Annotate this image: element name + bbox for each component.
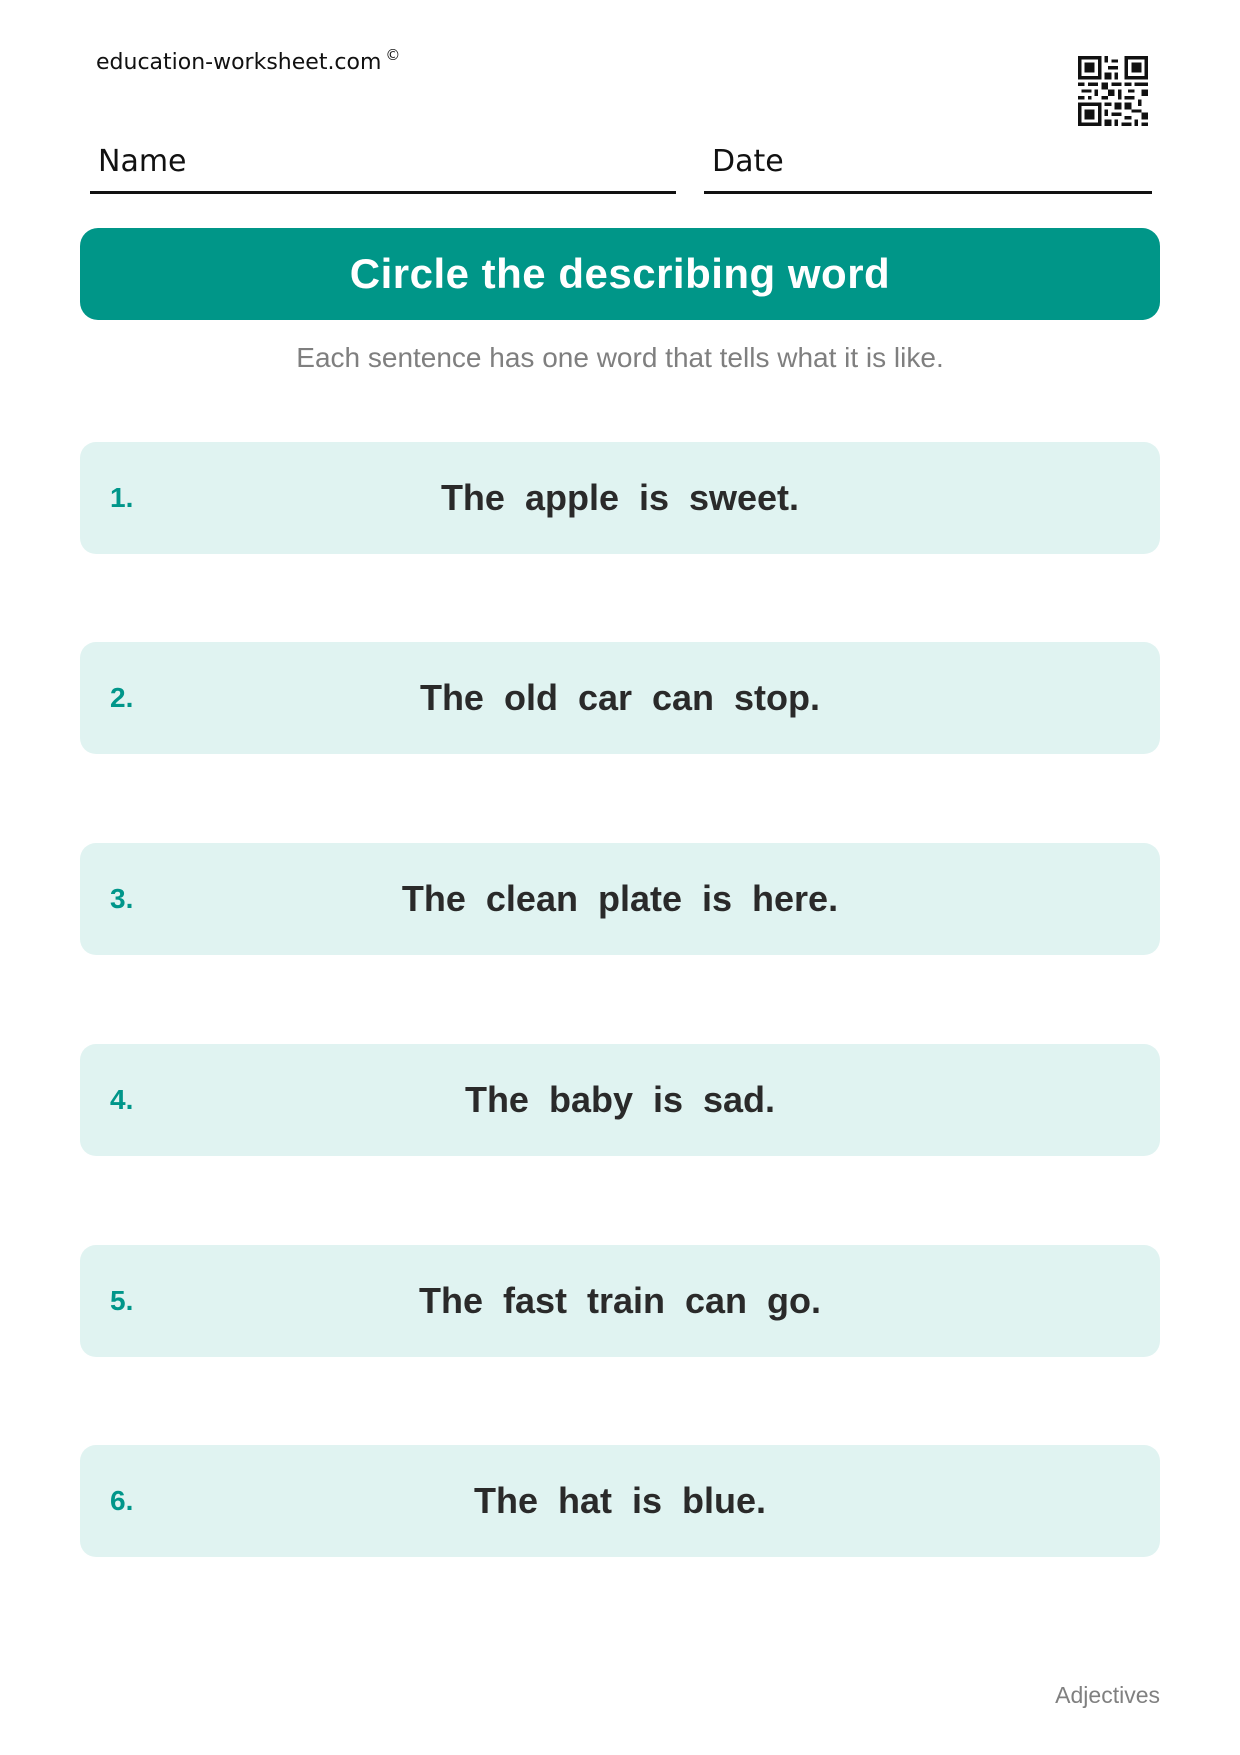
question-number: 2. (110, 682, 134, 713)
question-1 (80, 442, 1160, 554)
question-sentence[interactable]: The fast train can go. (418, 1280, 822, 1321)
question-2 (80, 642, 1160, 754)
question-sentence[interactable]: The old car can stop. (419, 677, 821, 718)
question-number: 6. (110, 1485, 134, 1516)
question-sentence[interactable]: The hat is blue. (473, 1480, 767, 1521)
question-6 (80, 1445, 1160, 1557)
title-banner (80, 228, 1160, 320)
question-3 (80, 843, 1160, 955)
question-sentence[interactable]: The baby is sad. (464, 1079, 776, 1120)
question-sentence[interactable]: The clean plate is here. (401, 878, 839, 919)
copyright-mark: © (385, 46, 401, 64)
qr-code-icon (1078, 56, 1148, 126)
topic-label: Adjectives (1055, 1682, 1160, 1708)
name-label: Name (98, 144, 187, 179)
name-field[interactable] (90, 142, 676, 194)
question-sentence[interactable]: The apple is sweet. (440, 477, 800, 518)
date-label: Date (712, 144, 784, 179)
question-4 (80, 1044, 1160, 1156)
page-title: Circle the describing word (349, 250, 891, 297)
question-5 (80, 1245, 1160, 1357)
question-number: 3. (110, 883, 134, 914)
instructions: Each sentence has one word that tells what it is like. (296, 342, 944, 373)
site-watermark (96, 46, 401, 75)
question-number: 4. (110, 1084, 134, 1115)
question-number: 1. (110, 482, 134, 513)
question-number: 5. (110, 1285, 134, 1316)
date-field[interactable] (704, 142, 1152, 194)
site-name: education-worksheet.com (96, 50, 382, 75)
